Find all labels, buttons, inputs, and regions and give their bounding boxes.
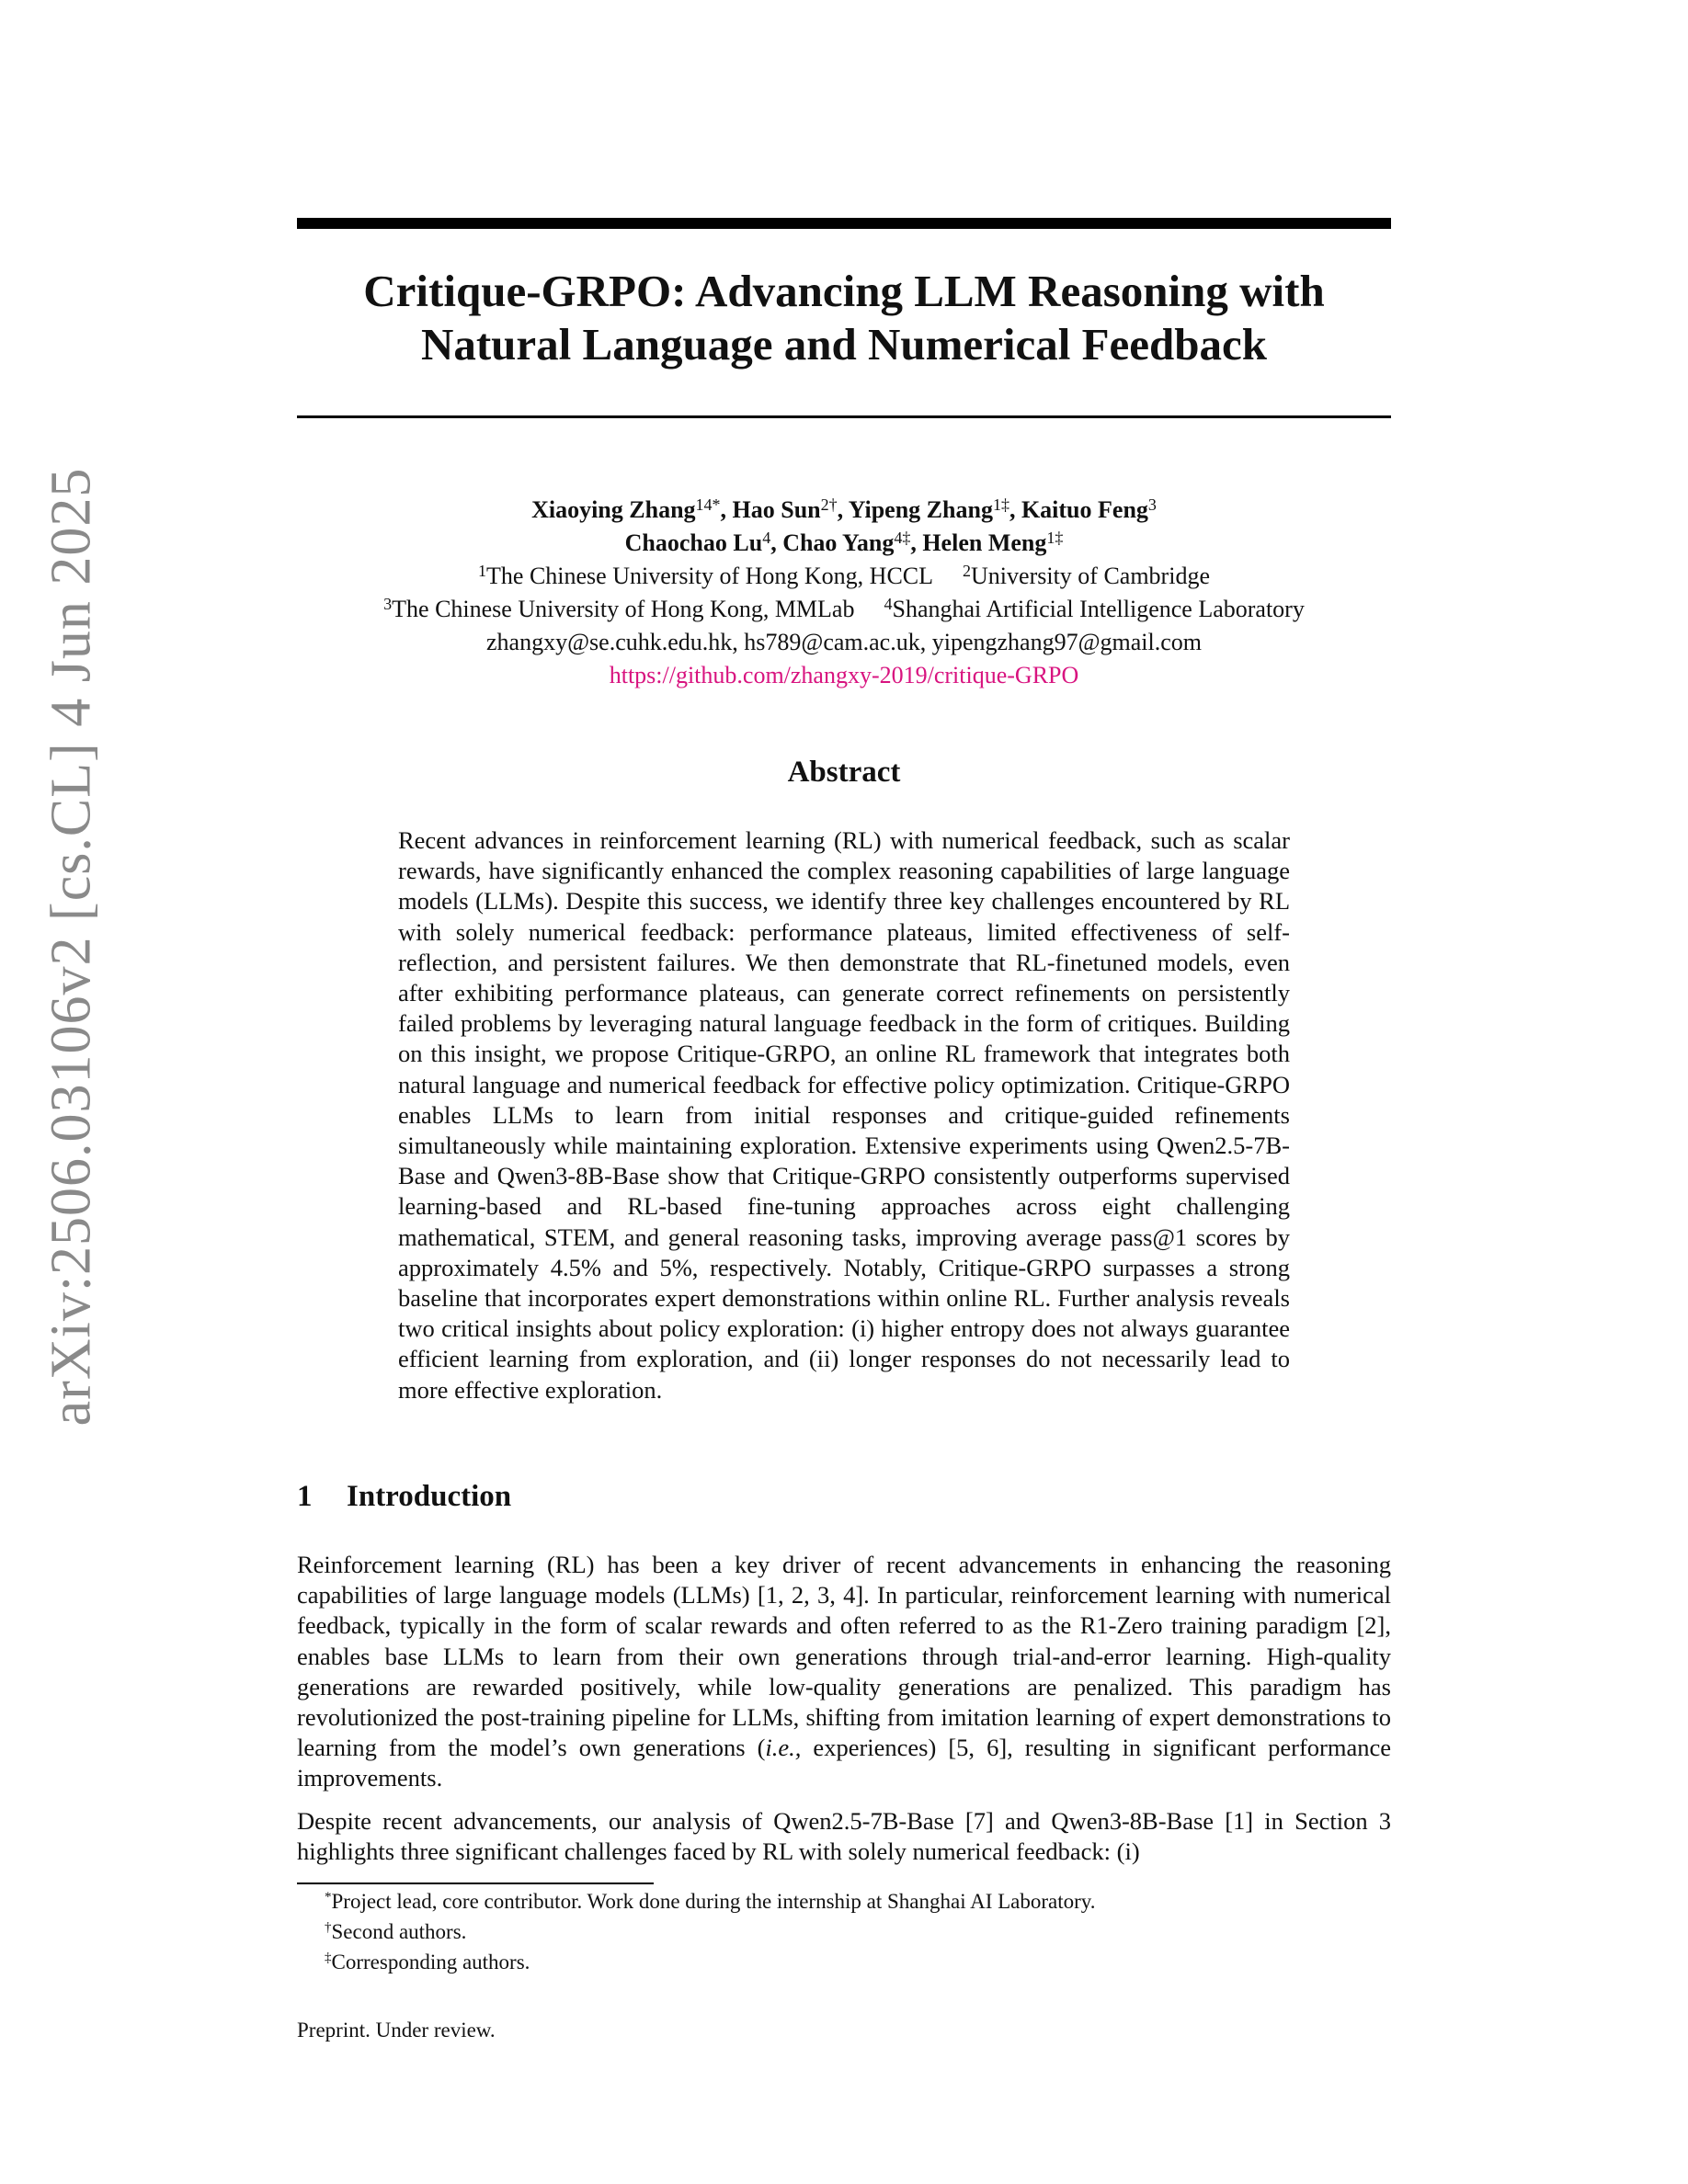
title-line-1: Critique-GRPO: Advancing LLM Reasoning with (363, 266, 1325, 316)
abstract-body (398, 825, 1290, 1405)
footnote-mark: ‡ (325, 1951, 332, 1965)
intro-paragraph-2 (297, 1806, 1391, 1867)
footnote-mark: † (325, 1920, 332, 1935)
abstract-text: longer responses do not necessarily lead to more effective exploration. (398, 1345, 1291, 1404)
author-name: Kaituo Feng (1021, 496, 1148, 523)
author-affil-mark: 4 (762, 529, 771, 547)
italic-abbrev: i.e., (765, 1734, 802, 1762)
affiliation: The Chinese University of Hong Kong, HCCL (486, 563, 934, 589)
footnote-mark: * (325, 1890, 332, 1905)
footnote-2 (325, 1917, 1096, 1947)
footnote-text: Project lead, core contributor. Work done during the internship at Shanghai AI Laboratory. (331, 1890, 1096, 1913)
footnote-rule (297, 1883, 654, 1884)
affiliation-line-1 (297, 560, 1391, 593)
abstract-heading: Abstract (787, 756, 901, 789)
footnote-text: Corresponding authors. (331, 1951, 530, 1974)
section-title: Introduction (347, 1480, 512, 1513)
affiliation: Shanghai Artificial Intelligence Laboratory (892, 596, 1305, 622)
paragraph-text: Despite recent advancements, our analysis of Qwen2.5-7B-Base [7] and Qwen3-8B-Base [1] in Section 3 highlights three significant challenges faced by RL with solely numerical feedback: (297, 1807, 1391, 1866)
author-name: Xiaoying Zhang (531, 496, 696, 523)
author-line-1: Xiaoying Zhang$^{14*}$, Hao Sun$^{2\dagger}$, Yipeng Zhang$^{1\ddagger}$, Kaituo Feng$^3$ (531, 495, 1157, 523)
affil-mark: 1 (478, 562, 487, 580)
abstract-text: higher entropy does not always guarantee efficient learning from exploration, and (398, 1314, 1290, 1373)
title-top-rule (297, 218, 1391, 229)
affil-mark: 2 (963, 562, 972, 580)
author-affil-mark: 2† (820, 495, 838, 514)
item-marker: (i) (1116, 1837, 1140, 1866)
affiliation: University of Cambridge (971, 563, 1210, 589)
author-name: Helen Meng (922, 529, 1047, 556)
footnote-text: Second authors. (331, 1920, 467, 1943)
paper-title (297, 265, 1391, 371)
affil-mark: 3 (383, 595, 393, 613)
author-affil-mark: 4‡ (894, 529, 911, 547)
paragraph-text: experiences) [5, 6], resulting in significant performance improvements. (297, 1734, 1391, 1792)
affiliation-line-2 (297, 593, 1391, 626)
footnotes (325, 1886, 1096, 1977)
author-name: Hao Sun (732, 496, 821, 523)
author-block (297, 494, 1391, 692)
intro-paragraph-1 (297, 1550, 1391, 1794)
abstract-item-marker: (i) (851, 1314, 875, 1343)
author-emails: zhangxy@se.cuhk.edu.hk, hs789@cam.ac.uk, yipengzhang97@gmail.com (486, 629, 1202, 655)
author-affil-mark: 1‡ (1046, 529, 1064, 547)
affiliation: The Chinese University of Hong Kong, MMLab (392, 596, 855, 622)
title-line-2: Natural Language and Numerical Feedback (420, 319, 1268, 370)
footnote-3 (325, 1947, 1096, 1977)
author-affil-mark: 14* (695, 495, 721, 514)
arxiv-stamp: arXiv:2506.03106v2 [cs.CL] 4 Jun 2025 (40, 467, 103, 1427)
section-number: 1 (297, 1480, 313, 1513)
author-affil-mark: 3 (1147, 495, 1157, 514)
author-name: Yipeng Zhang (848, 496, 993, 523)
footnote-1 (325, 1886, 1096, 1917)
section-heading-introduction (297, 1480, 511, 1514)
affil-mark: 4 (884, 595, 893, 613)
abstract-text: Recent advances in reinforcement learning (RL) with numerical feedback, such as scalar rewards, have significantly enhanced the complex reasoning capabilities of large language models (LLMs). Despite this success, we identify three key challenges encountered by RL with solely numerical feedback: performance plateaus, limited effectiveness of self-reflection, and persistent failures. We then demonstrate that RL-finetuned models, even after exhibiting performance plateaus, can generate correct refinements on persistently failed problems by leveraging natural language feedback in the form of critiques. Building on this insight, we propose Critique-GRPO, an online RL framework that integrates both natural language and numerical feedback for effective policy optimization. Critique-GRPO enables LLMs to learn from initial responses and critique-guided refinements simultaneously while maintaining exploration. Extensive experiments using Qwen2.5-7B-Base and Qwen3-8B-Base show that Critique-GRPO consistently outperforms supervised learning-based and RL-based fine-tuning approaches across eight challenging mathematical, STEM, and general reasoning tasks, improving average pass@1 scores by approximately 4.5% and 5%, respectively. Notably, Critique-GRPO surpasses a strong baseline that incorporates expert demonstrations within online RL. Further analysis reveals two critical insights about policy exploration: (398, 826, 1290, 1343)
abstract-item-marker: (ii) (808, 1345, 839, 1373)
author-name: Chaochao Lu (624, 529, 763, 556)
preprint-notice: Preprint. Under review. (297, 2019, 496, 2042)
title-bottom-rule (297, 415, 1391, 418)
paragraph-text: Reinforcement learning (RL) has been a key driver of recent advancements in enhancing the reasoning capabilities of large language models (LLMs) [1, 2, 3, 4]. In particular, reinforcement learning with numerical feedback, typically in the form of scalar rewards and often referred to as the R1-Zero training paradigm [2], enables base LLMs to learn from their own generations through trial-and-error learning. High-quality generations are rewarded positively, while low-quality generations are penalized. This paradigm has revolutionized the post-training pipeline for LLMs, shifting from imitation learning of expert demonstrations to learning from the model’s own generations ( (297, 1551, 1391, 1762)
author-affil-mark: 1‡ (992, 495, 1009, 514)
repo-link[interactable]: https://github.com/zhangxy-2019/critique-GRPO (609, 662, 1079, 688)
author-name: Chao Yang (782, 529, 895, 556)
author-line-2: Chaochao Lu$^4$, Chao Yang$^{4\ddagger}$, Helen Meng$^{1\ddagger}$ (624, 529, 1064, 556)
